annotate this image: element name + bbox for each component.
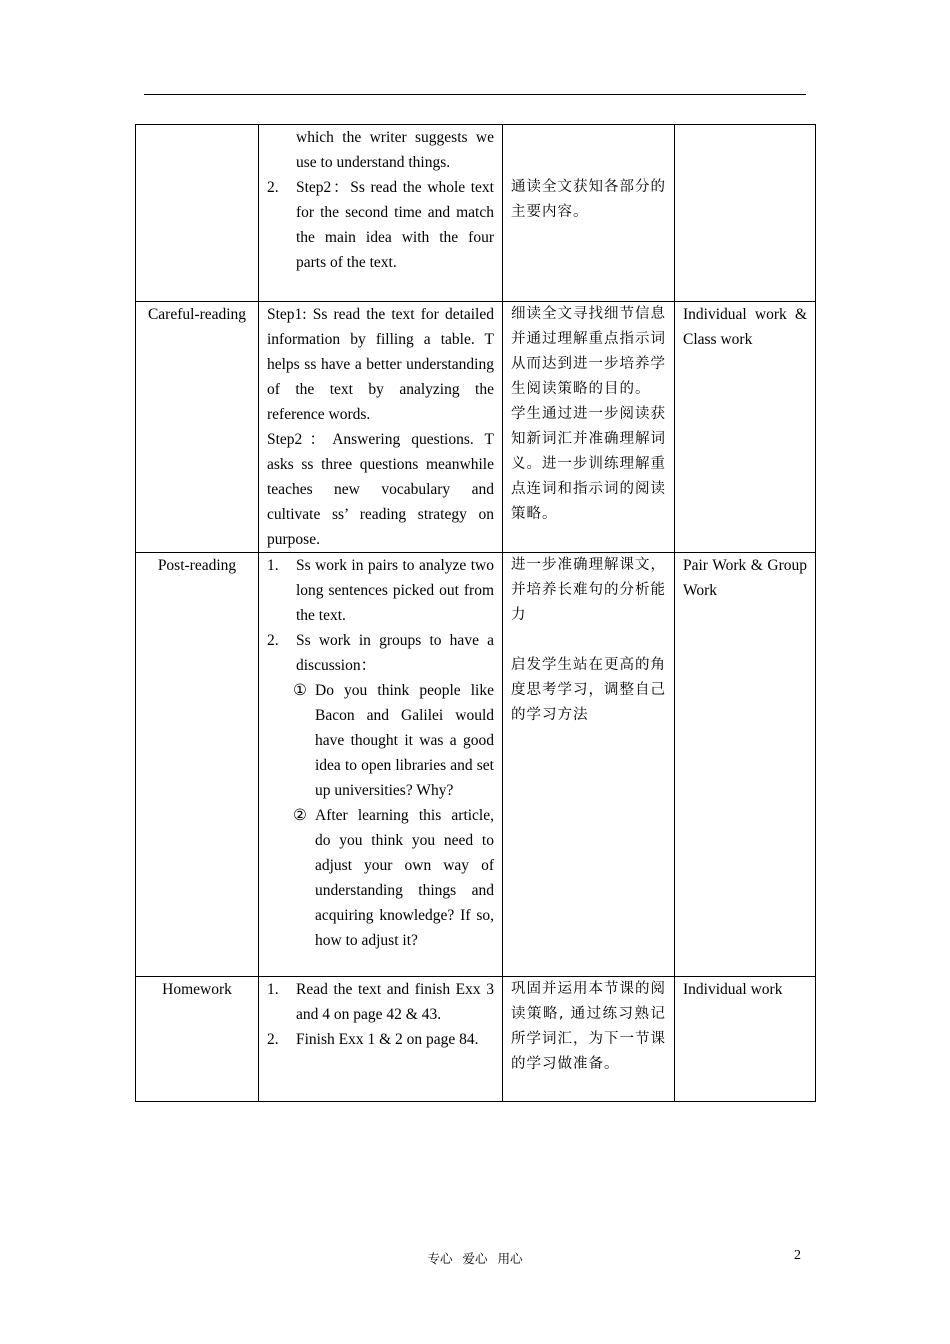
stage-cell: Post-reading (136, 553, 259, 977)
purpose-text: 细读全文寻找细节信息并通过理解重点指示词从而达到进一步培养学生阅读策略的目的。 (511, 306, 666, 397)
list-item (267, 977, 494, 1027)
item-number: 2. (267, 632, 279, 649)
question-text: Do you think people like Bacon and Galilei would have thought it was a good idea to open libraries and set up universities? Why? (315, 682, 494, 799)
question-text: After learning this article, do you think you need to adjust your own way of understanding things and acquiring knowledge? If so, how to adjust it? (315, 807, 494, 949)
list-item (267, 628, 494, 678)
procedure-continuation: which the writer suggests we use to understand things. (296, 129, 494, 171)
list-item (267, 175, 494, 275)
item-number: 1. (267, 981, 279, 998)
mode-cell: Pair Work & Group Work (675, 553, 816, 977)
purpose-cell (503, 553, 675, 977)
table-row (136, 977, 816, 1102)
circled-number: ① (293, 682, 307, 699)
item-text: Read the text and finish Exx 3 and 4 on page 42 & 43. (296, 981, 494, 1023)
item-text: Ss work in groups to have a discussion： (296, 632, 494, 674)
purpose-cell (503, 125, 675, 302)
list-item (267, 1027, 494, 1052)
procedure-step1: Step1: Ss read the text for detailed information by filling a table. T helps ss have a better understanding of the text by analyzing the reference words. (267, 306, 494, 423)
discussion-question (267, 803, 494, 953)
item-text: Step2：Ss read the whole text for the second time and match the main idea with the four parts of the text. (296, 179, 494, 271)
discussion-question (267, 678, 494, 803)
mode-cell: Individual work & Class work (675, 302, 816, 553)
purpose-text: 通读全文获知各部分的主要内容。 (511, 179, 666, 220)
stage-cell (136, 125, 259, 302)
procedure-cell (259, 553, 503, 977)
lesson-plan-table (135, 124, 816, 1102)
circled-number: ② (293, 807, 307, 824)
stage-cell: Careful-reading (136, 302, 259, 553)
item-number: 1. (267, 557, 279, 574)
footer-motto: 专心 爱心 用心 (427, 1251, 523, 1266)
table-row (136, 553, 816, 977)
page-number: 2 (794, 1248, 801, 1263)
stage-cell: Homework (136, 977, 259, 1102)
purpose-text: 启发学生站在更高的角度思考学习，调整自己的学习方法 (511, 657, 666, 723)
purpose-cell (503, 302, 675, 553)
mode-cell: Individual work (675, 977, 816, 1102)
item-text: Ss work in pairs to analyze two long sentences picked out from the text. (296, 557, 494, 624)
procedure-cell (259, 125, 503, 302)
purpose-text: 进一步准确理解课文，并培养长难句的分析能力 (511, 557, 666, 623)
procedure-step2: Step2：Answering questions. T asks ss three questions meanwhile teaches new vocabulary and cultivate ss’ reading strategy on purpose. (267, 431, 494, 548)
item-number: 2. (267, 179, 279, 196)
item-number: 2. (267, 1031, 279, 1048)
procedure-cell (259, 302, 503, 553)
mode-cell (675, 125, 816, 302)
table-row (136, 302, 816, 553)
table-row (136, 125, 816, 302)
purpose-cell: 巩固并运用本节课的阅读策略, 通过练习熟记所学词汇，为下一节课的学习做准备。 (503, 977, 675, 1102)
item-text: Finish Exx 1 & 2 on page 84. (296, 1031, 479, 1048)
list-item (267, 553, 494, 628)
procedure-cell (259, 977, 503, 1102)
header-rule (144, 94, 806, 95)
purpose-text: 学生通过进一步阅读获知新词汇并准确理解词义。进一步训练理解重点连词和指示词的阅读策略。 (511, 406, 666, 522)
